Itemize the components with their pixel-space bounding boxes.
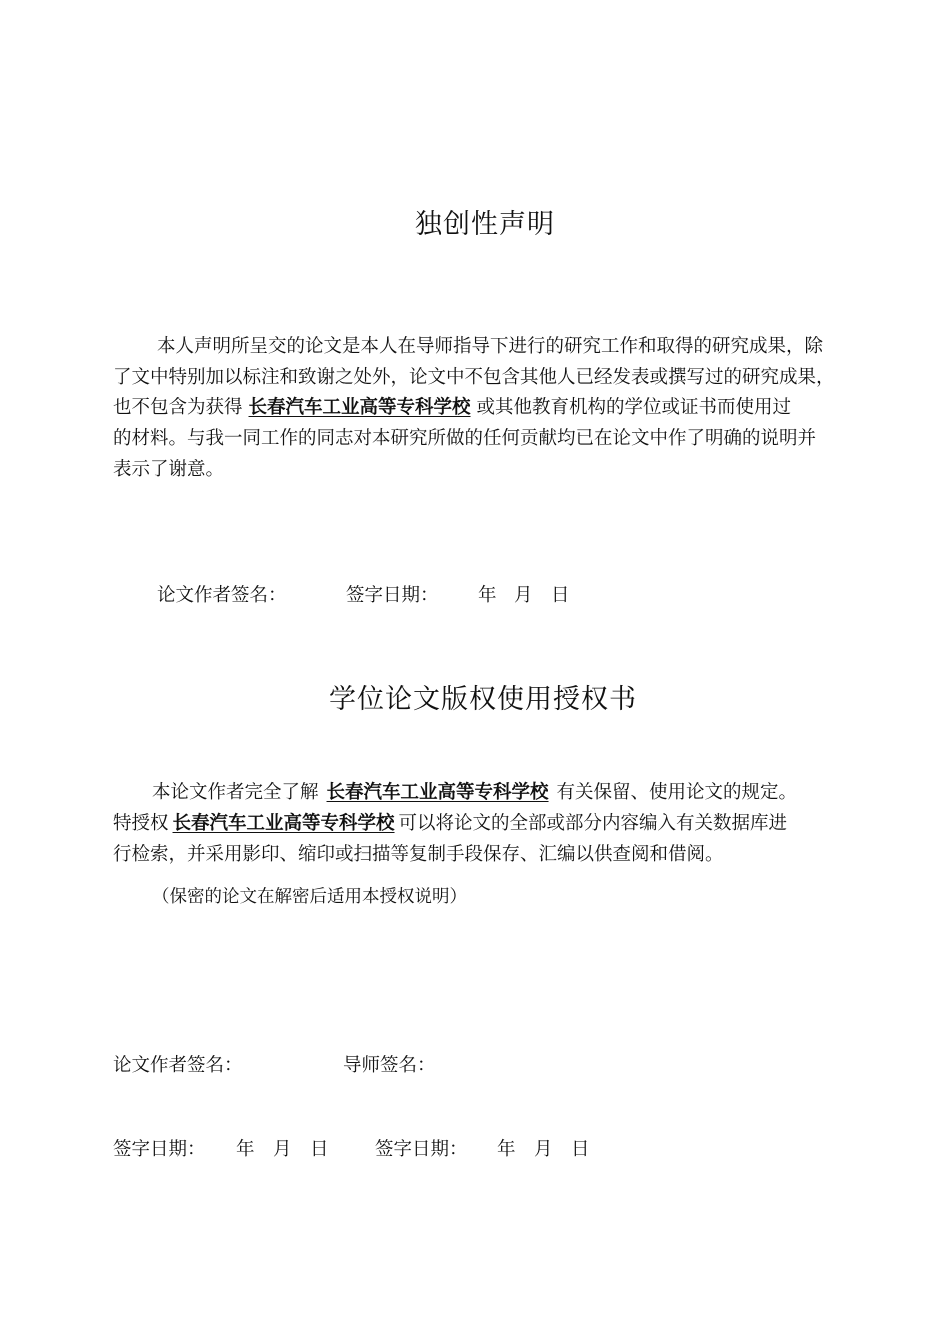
declaration-author-sign-label: 论文作者签名： <box>157 585 287 606</box>
declaration-institution: 长春汽车工业高等专科学校 <box>248 397 471 418</box>
authorization-author-date-label: 签字日期： <box>113 1139 206 1160</box>
authorization-line-1 <box>152 782 797 804</box>
authorization-advisor-year: 年 <box>497 1139 516 1160</box>
authorization-advisor-date-label: 签字日期： <box>375 1139 468 1160</box>
declaration-line-1: 本人声明所呈交的论文是本人在导师指导下进行的研究工作和取得的研究成果，除 <box>157 336 824 357</box>
declaration-line-2: 了文中特别加以标注和致谢之处外，论文中不包含其他人已经发表或撰写过的研究成果， <box>113 367 835 388</box>
authorization-author-year: 年 <box>236 1139 255 1160</box>
declaration-title: 独创性声明 <box>415 209 555 240</box>
authorization-line-1-before: 本论文作者完全了解 <box>152 782 319 803</box>
authorization-institution-2: 长春汽车工业高等专科学校 <box>172 813 395 834</box>
authorization-line-3: 行检索，并采用影印、缩印或扫描等复制手段保存、汇编以供查阅和借阅。 <box>113 844 724 865</box>
declaration-day: 日 <box>551 585 570 606</box>
declaration-line-4: 的材料。与我一同工作的同志对本研究所做的任何贡献均已在论文中作了明确的说明并 <box>113 428 817 449</box>
authorization-note: （保密的论文在解密后适用本授权说明） <box>152 887 467 907</box>
authorization-author-day: 日 <box>310 1139 329 1160</box>
authorization-advisor-day: 日 <box>571 1139 590 1160</box>
declaration-date-label: 签字日期： <box>346 585 439 606</box>
authorization-line-2-before: 特授权 <box>113 813 169 834</box>
declaration-line-5: 表示了谢意。 <box>113 459 225 480</box>
declaration-year: 年 <box>478 585 497 606</box>
declaration-month: 月 <box>514 585 533 606</box>
declaration-line-3-before: 也不包含为获得 <box>113 397 243 418</box>
authorization-institution-1: 长春汽车工业高等专科学校 <box>326 782 549 803</box>
authorization-advisor-sign-label: 导师签名： <box>343 1055 436 1076</box>
authorization-author-month: 月 <box>273 1139 292 1160</box>
authorization-line-2-after: 可以将论文的全部或部分内容编入有关数据库进 <box>398 813 788 834</box>
authorization-title: 学位论文版权使用授权书 <box>329 684 637 715</box>
declaration-line-3 <box>113 397 791 419</box>
authorization-line-1-after: 有关保留、使用论文的规定。 <box>556 782 798 803</box>
authorization-author-sign-label: 论文作者签名： <box>113 1055 243 1076</box>
authorization-advisor-month: 月 <box>534 1139 553 1160</box>
declaration-line-3-after: 或其他教育机构的学位或证书而使用过 <box>476 397 792 418</box>
authorization-line-2 <box>113 813 787 835</box>
